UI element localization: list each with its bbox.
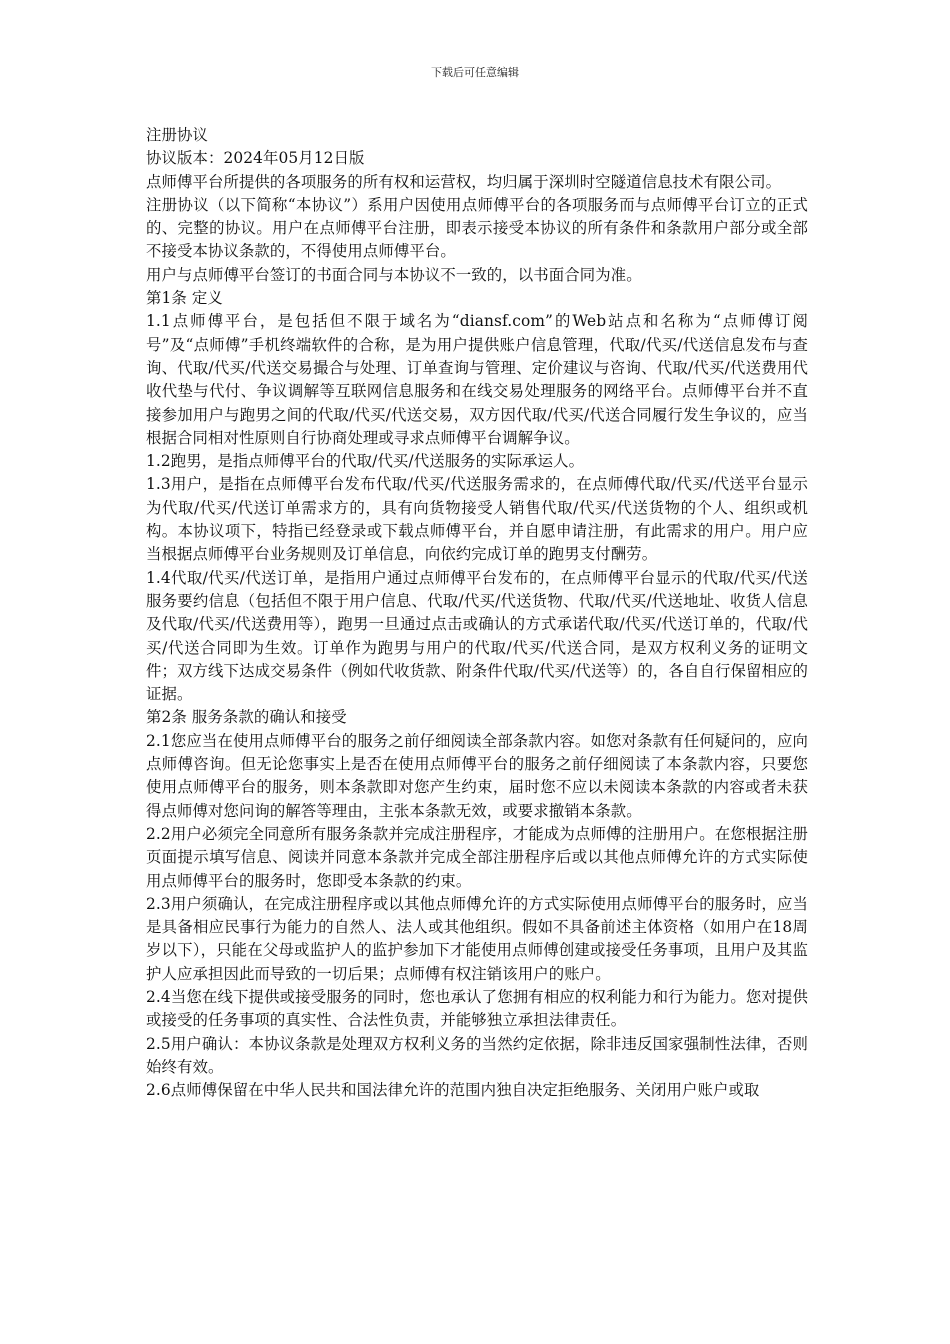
clause-1-4: 1.4代取/代买/代送订单，是指用户通过点师傅平台发布的，在点师傅平台显示的代取/代买/代送服务要约信息（包括但不限于用户信息、代取/代买/代送货物、代取/代买/代送地址、收货人信息及代取/代买/代送费用等），跑男一旦通过点击或确认的方式承诺代取/代买/代送订单的，代取/代买/代送合同即为生效。订单作为跑男与用户的代取/代买/代送合同，是双方权利义务的证明文件；双方线下达成交易条件（例如代收货款、附条件代取/代买/代送等）的，各自自行保留相应的证据。 [146, 568, 808, 704]
clause-1-1: 1.1点师傅平台，是包括但不限于域名为“diansf.com”的Web站点和名称为“点师傅订阅号”及“点师傅”手机终端软件的合称，是为用户提供账户信息管理，代取/代买/代送信息发布与查询、代取/代买/代送交易撮合与处理、订单查询与管理、定价建议与咨询、代取/代买/代送费用代收代垫与代付、争议调解等互联网信息服务和在线交易处理服务的网络平台。点师傅平台并不直接参加用户与跑男之间的代取/代买/代送交易，双方因代取/代买/代送合同履行发生争议的，应当根据合同相对性原则自行协商处理或寻求点师傅平台调解争议。 [146, 312, 808, 447]
clause-2-2: 2.2用户必须完全同意所有服务条款并完成注册程序，才能成为点师傅的注册用户。在您根据注册页面提示填写信息、阅读并同意本条款并完成全部注册程序后或以其他点师傅允许的方式实际使用点师傅平台的服务时，您即受本条款的约束。 [146, 824, 808, 890]
clause-2-6: 2.6点师傅保留在中华人民共和国法律允许的范围内独自决定拒绝服务、关闭用户账户或取 [146, 1081, 760, 1100]
document-title: 注册协议 [146, 126, 208, 144]
clause-2-3: 2.3用户须确认，在完成注册程序或以其他点师傅允许的方式实际使用点师傅平台的服务时，应当是具备相应民事行为能力的自然人、法人或其他组织。假如不具备前述主体资格（如用户在18周岁以下），只能在父母或监护人的监护参加下才能使用点师傅创建或接受任务事项，且用户及其监护人应承担因此而导致的一切后果；点师傅有权注销该用户的账户。 [146, 894, 808, 983]
paragraph-written-contract: 用户与点师傅平台签订的书面合同与本协议不一致的，以书面合同为准。 [146, 265, 642, 284]
section-heading-2: 第2条 服务条款的确认和接受 [146, 708, 347, 727]
clause-2-4: 2.4当您在线下提供或接受服务的同时，您也承认了您拥有相应的权利能力和行为能力。您对提供或接受的任务事项的真实性、合法性负责，并能够独立承担法律责任。 [146, 987, 808, 1030]
page-header: 下载后可任意编辑 [431, 66, 519, 79]
document-version: 协议版本：2024年05月12日版 [146, 149, 365, 168]
document-body [146, 124, 808, 1102]
clause-1-2: 1.2跑男，是指点师傅平台的代取/代买/代送服务的实际承运人。 [146, 452, 585, 471]
paragraph-ownership: 点师傅平台所提供的各项服务的所有权和运营权，均归属于深圳时空隧道信息技术有限公司。 [146, 172, 782, 191]
clause-2-1: 2.1您应当在使用点师傅平台的服务之前仔细阅读全部条款内容。如您对条款有任何疑问的，应向点师傅咨询。但无论您事实上是否在使用点师傅平台的服务之前仔细阅读了本条款内容，只要您使用点师傅平台的服务，则本条款即对您产生约束，届时您不应以未阅读本条款的内容或者未获得点师傅对您问询的解答等理由，主张本条款无效，或要求撤销本条款。 [146, 731, 808, 820]
section-heading-1: 第1条 定义 [146, 289, 223, 308]
clause-1-3: 1.3用户，是指在点师傅平台发布代取/代买/代送服务需求的，在点师傅代取/代买/代送平台显示为代取/代买/代送订单需求方的，具有向货物接受人销售代取/代买/代送货物的个人、组织或机构。本协议项下，特指已经登录或下载点师傅平台，并自愿申请注册，有此需求的用户。用户应当根据点师傅平台业务规则及订单信息，向依约完成订单的跑男支付酬劳。 [146, 475, 808, 564]
clause-2-5: 2.5用户确认：本协议条款是处理双方权利义务的当然约定依据，除非违反国家强制性法律，否则始终有效。 [146, 1034, 808, 1076]
paragraph-agreement-intro: 注册协议（以下简称“本协议”）系用户因使用点师傅平台的各项服务而与点师傅平台订立的正式的、完整的协议。用户在点师傅平台注册，即表示接受本协议的所有条件和条款用户部分或全部不接受本协议条款的，不得使用点师傅平台。 [146, 195, 808, 261]
